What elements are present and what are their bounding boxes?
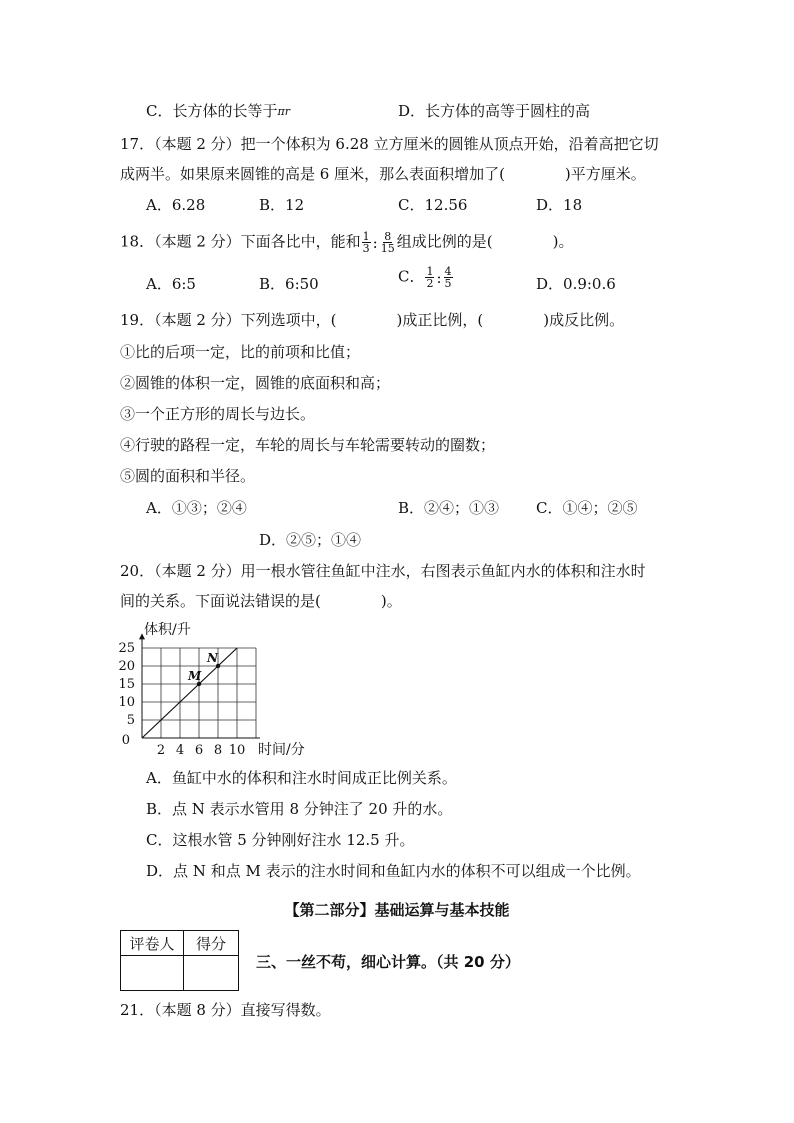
q19-item-2: ②圆锥的体积一定，圆锥的底面积和高； bbox=[120, 374, 391, 392]
y-tick-label: 15 bbox=[118, 677, 135, 692]
q18-option-c-prefix: C． bbox=[398, 267, 425, 286]
score-table-header-score: 得分 bbox=[184, 931, 239, 956]
q17-option-a: A．6.28 bbox=[146, 196, 206, 214]
q18-stem bbox=[120, 231, 573, 254]
q18-c-f1-num: 1 bbox=[426, 265, 434, 278]
q19-item-1: ①比的后项一定，比的前项和比值； bbox=[120, 343, 361, 361]
q18-c-fraction-1 bbox=[425, 266, 434, 289]
score-cell[interactable] bbox=[184, 956, 239, 991]
q17-option-c: C．12.56 bbox=[398, 196, 468, 214]
x-tick-label: 6 bbox=[194, 743, 204, 756]
y-tick-label: 5 bbox=[126, 713, 135, 728]
q20-line1: 20．（本题 2 分）用一根水管往鱼缸中注水，右图表示鱼缸内水的体积和注水时 bbox=[120, 562, 646, 580]
q16-option-d: D．长方体的高等于圆柱的高 bbox=[398, 102, 591, 120]
origin-label: 0 bbox=[121, 733, 130, 748]
ratio-colon: : bbox=[436, 268, 442, 287]
point-label: M bbox=[188, 669, 202, 683]
q18-f1-den: 3 bbox=[362, 242, 370, 255]
y-tick-label: 20 bbox=[118, 659, 135, 674]
q19-option-a: A．①③；②④ bbox=[146, 499, 247, 517]
q17-line1: 17．（本题 2 分）把一个体积为 6.28 立方厘米的圆锥从顶点开始，沿着高把它切 bbox=[120, 135, 659, 153]
q18-fraction-1 bbox=[362, 231, 371, 254]
grader-cell[interactable] bbox=[121, 956, 184, 991]
q20-option-a: A．鱼缸中水的体积和注水时间成正比例关系。 bbox=[146, 769, 457, 787]
q18-option-d: D．0.9:0.6 bbox=[536, 275, 616, 293]
q18-suffix: 组成比例的是( )。 bbox=[396, 232, 574, 251]
q18-prefix: 18．（本题 2 分）下面各比中，能和 bbox=[120, 232, 361, 251]
q20-line2: 间的关系。下面说法错误的是( )。 bbox=[120, 592, 402, 610]
q18-f2-num: 8 bbox=[384, 230, 392, 243]
q20-option-d: D．点 N 和点 M 表示的注水时间和鱼缸内水的体积不可以组成一个比例。 bbox=[146, 862, 641, 880]
score-table-header-grader: 评卷人 bbox=[121, 931, 184, 956]
q19-item-3: ③一个正方形的周长与边长。 bbox=[120, 405, 316, 423]
series-line bbox=[142, 648, 237, 738]
q18-fraction-2 bbox=[380, 231, 396, 254]
q19-option-b: B．②④；①③ bbox=[398, 499, 500, 517]
score-table bbox=[120, 930, 239, 991]
q18-f2-den: 15 bbox=[380, 242, 395, 255]
q18-c-f2-num: 4 bbox=[444, 265, 452, 278]
x-tick-label: 2 bbox=[156, 743, 166, 756]
q17-line2: 成两半。如果原来圆锥的高是 6 厘米，那么表面积增加了( )平方厘米。 bbox=[120, 165, 646, 183]
section-title: 三、一丝不苟，细心计算。（共 20 分） bbox=[256, 953, 520, 971]
x-axis-label: 时间/分 bbox=[258, 742, 305, 756]
q18-c-f1-den: 2 bbox=[426, 277, 434, 290]
q18-option-c bbox=[398, 266, 454, 289]
q16-option-c-math: πr bbox=[277, 105, 290, 118]
q18-c-f2-den: 5 bbox=[444, 277, 452, 290]
ratio-colon: : bbox=[372, 233, 378, 252]
point-label: N bbox=[207, 651, 218, 665]
q19-option-d: D．②⑤；①④ bbox=[259, 531, 362, 549]
q17-option-b: B．12 bbox=[259, 196, 305, 214]
q18-f1-num: 1 bbox=[362, 230, 370, 243]
q18-option-a: A．6:5 bbox=[146, 275, 196, 293]
q19-stem: 19．（本题 2 分）下列选项中，( )成正比例，( )成反比例。 bbox=[120, 311, 625, 329]
x-tick-label: 8 bbox=[213, 743, 223, 756]
q21-stem: 21．（本题 8 分）直接写得数。 bbox=[120, 1001, 331, 1019]
q20-option-c: C．这根水管 5 分钟刚好注水 12.5 升。 bbox=[146, 831, 415, 849]
q20-option-b: B．点 N 表示水管用 8 分钟注了 20 升的水。 bbox=[146, 800, 453, 818]
q16-option-c-text: C．长方体的长等于 bbox=[146, 102, 278, 120]
y-axis-label: 体积/升 bbox=[144, 622, 191, 638]
q18-option-b: B．6:50 bbox=[259, 275, 319, 293]
q17-option-d: D．18 bbox=[536, 196, 583, 214]
q19-item-4: ④行驶的路程一定，车轮的周长与车轮需要转动的圈数； bbox=[120, 436, 496, 454]
q19-item-5: ⑤圆的面积和半径。 bbox=[120, 467, 256, 485]
y-tick-label: 10 bbox=[118, 695, 135, 710]
y-tick-label: 25 bbox=[118, 641, 135, 656]
q16-option-c bbox=[146, 101, 290, 122]
x-tick-label: 10 bbox=[228, 743, 246, 756]
q19-option-c: C．①④；②⑤ bbox=[536, 499, 638, 517]
part2-heading: 【第二部分】基础运算与基本技能 bbox=[284, 901, 510, 919]
x-tick-label: 4 bbox=[175, 743, 185, 756]
q18-c-fraction-2 bbox=[444, 266, 453, 289]
volume-time-chart bbox=[112, 616, 312, 756]
